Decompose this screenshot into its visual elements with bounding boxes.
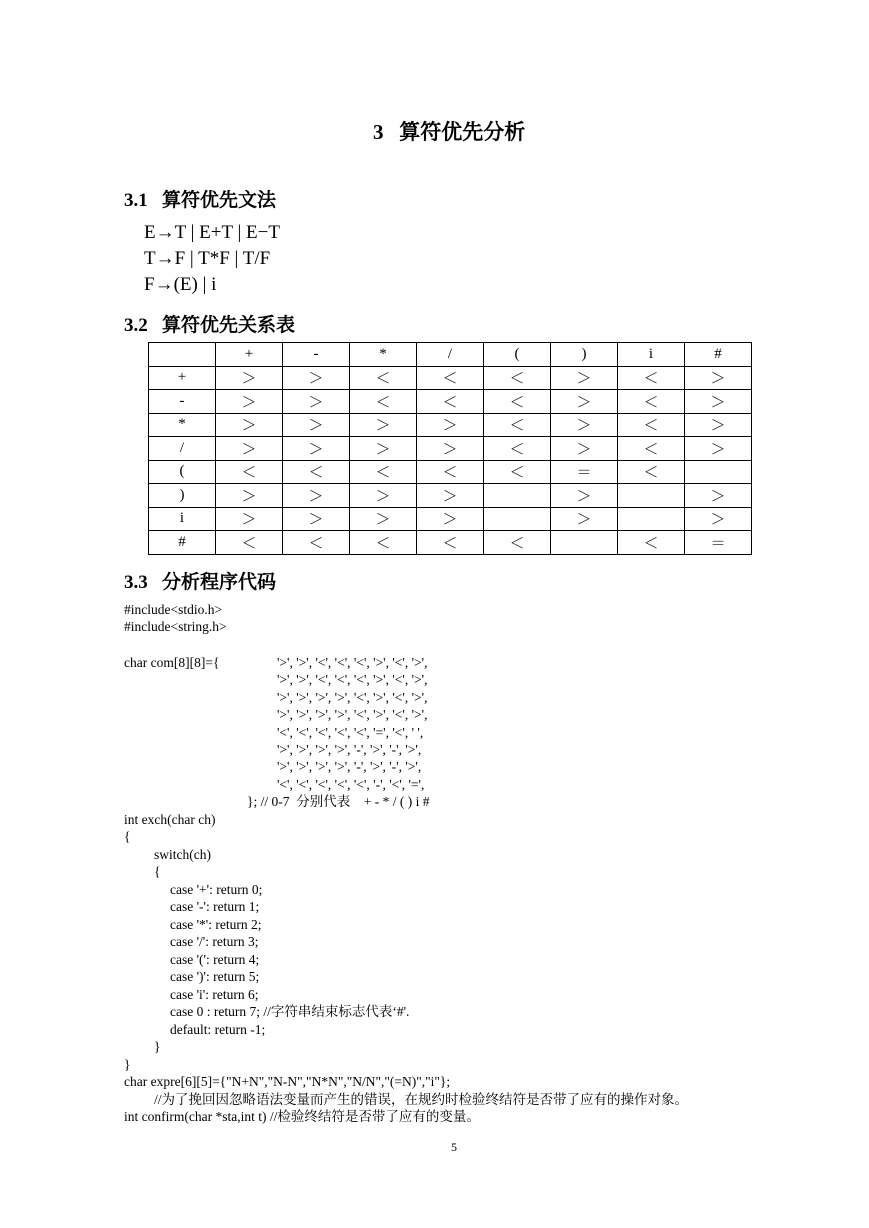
table-cell: ＜	[417, 531, 484, 555]
table-cell: ＞	[551, 437, 618, 461]
code-line: case 'i': return 6;	[170, 987, 259, 1002]
table-row	[149, 484, 752, 508]
code-line: case '(': return 4;	[170, 952, 260, 967]
table-cell: ＜	[283, 531, 350, 555]
row-header: /	[149, 437, 216, 461]
row-header: +	[149, 366, 216, 390]
code-line: int confirm(char *sta,int t) //检验终结符是否带了应有的变量。	[124, 1109, 480, 1124]
table-cell: ＜	[484, 366, 551, 390]
code-line: default: return -1;	[170, 1022, 266, 1037]
precedence-table	[148, 342, 752, 555]
table-row	[149, 413, 752, 437]
table-cell: ＜	[350, 390, 417, 414]
table-cell: ＜	[484, 390, 551, 414]
code-line: '>', '>', '>', '>', '<', '>', '<', '>',	[277, 690, 428, 705]
table-cell: ＞	[283, 413, 350, 437]
table-row	[149, 531, 752, 555]
column-header: *	[350, 343, 417, 367]
table-corner	[149, 343, 216, 367]
table-cell: ＞	[551, 484, 618, 508]
table-cell: ＞	[417, 507, 484, 531]
row-header: i	[149, 507, 216, 531]
table-cell	[618, 507, 685, 531]
table-cell: ＜	[618, 366, 685, 390]
page-title: 3 算符优先分析	[373, 120, 526, 144]
section-3-1-heading: 3.1 算符优先文法	[124, 190, 277, 211]
table-cell: ＞	[216, 437, 283, 461]
code-line: '>', '>', '<', '<', '<', '>', '<', '>',	[277, 672, 428, 687]
table-cell: ＞	[283, 437, 350, 461]
grammar-rule: T→F | T*F | T/F	[144, 248, 271, 269]
table-cell: ＞	[685, 413, 752, 437]
row-header: (	[149, 460, 216, 484]
code-line: char expre[6][5]={"N+N","N-N","N*N","N/N","(=N)","i"};	[124, 1074, 451, 1089]
table-cell: ＝	[551, 460, 618, 484]
code-line: {	[154, 864, 161, 879]
table-cell: ＞	[551, 507, 618, 531]
page-number: 5	[451, 1140, 457, 1154]
code-line: '>', '>', '<', '<', '<', '>', '<', '>',	[277, 655, 428, 670]
table-cell: ＜	[350, 531, 417, 555]
column-header: /	[417, 343, 484, 367]
table-cell: ＞	[216, 484, 283, 508]
code-line: '<', '<', '<', '<', '<', '-', '<', '=',	[277, 777, 425, 792]
code-line: {	[124, 829, 131, 844]
table-cell: ＞	[350, 413, 417, 437]
column-header: )	[551, 343, 618, 367]
table-cell: ＞	[551, 390, 618, 414]
table-cell: ＞	[417, 437, 484, 461]
code-line: case '/': return 3;	[170, 934, 259, 949]
column-header: -	[283, 343, 350, 367]
table-row	[149, 507, 752, 531]
table-row	[149, 390, 752, 414]
table-cell: ＝	[685, 531, 752, 555]
code-line: switch(ch)	[154, 847, 211, 862]
table-cell: ＜	[283, 460, 350, 484]
column-header: (	[484, 343, 551, 367]
row-header: -	[149, 390, 216, 414]
table-row	[149, 460, 752, 484]
table-cell: ＞	[283, 366, 350, 390]
table-cell: ＞	[685, 437, 752, 461]
grammar-rule: E→T | E+T | E−T	[144, 222, 280, 243]
table-cell	[484, 507, 551, 531]
code-line: #include<string.h>	[124, 619, 227, 634]
code-comment: //为了挽回因忽略语法变量而产生的错误，在规约时检验终结符是否带了应有的操作对象。	[154, 1092, 689, 1107]
table-cell: ＞	[216, 366, 283, 390]
code-line: }	[154, 1039, 161, 1054]
code-line: case ')': return 5;	[170, 969, 260, 984]
table-cell: ＜	[618, 390, 685, 414]
table-cell	[618, 484, 685, 508]
code-line: #include<stdio.h>	[124, 602, 223, 617]
table-cell: ＞	[685, 366, 752, 390]
table-cell: ＜	[417, 390, 484, 414]
row-header: *	[149, 413, 216, 437]
table-cell: ＜	[216, 460, 283, 484]
section-3-3-heading: 3.3 分析程序代码	[124, 572, 277, 593]
column-header: #	[685, 343, 752, 367]
table-cell: ＞	[685, 484, 752, 508]
table-cell: ＞	[685, 507, 752, 531]
code-line: '>', '>', '>', '>', '-', '>', '-', '>',	[277, 742, 422, 757]
table-cell: ＜	[417, 460, 484, 484]
table-cell: ＞	[417, 484, 484, 508]
row-header: #	[149, 531, 216, 555]
table-cell	[685, 460, 752, 484]
table-row	[149, 366, 752, 390]
table-cell: ＜	[484, 460, 551, 484]
table-cell: ＜	[484, 413, 551, 437]
code-line: case 0 : return 7; //字符串结束标志代表‘#'.	[170, 1004, 410, 1019]
table-cell: ＞	[283, 484, 350, 508]
table-cell: ＜	[350, 366, 417, 390]
table-cell: ＜	[484, 531, 551, 555]
table-cell: ＞	[551, 413, 618, 437]
code-line: int exch(char ch)	[124, 812, 216, 827]
table-cell: ＞	[417, 413, 484, 437]
table-cell: ＞	[216, 507, 283, 531]
table-cell: ＞	[350, 484, 417, 508]
table-cell: ＞	[350, 437, 417, 461]
table-cell: ＞	[685, 390, 752, 414]
column-header: i	[618, 343, 685, 367]
table-cell	[551, 531, 618, 555]
table-cell: ＜	[350, 460, 417, 484]
table-cell: ＞	[283, 390, 350, 414]
code-line: case '-': return 1;	[170, 899, 260, 914]
row-header: )	[149, 484, 216, 508]
table-cell: ＞	[551, 366, 618, 390]
table-cell: ＜	[484, 437, 551, 461]
table-cell: ＜	[618, 460, 685, 484]
table-cell: ＜	[216, 531, 283, 555]
table-cell: ＞	[216, 390, 283, 414]
code-line: char com[8][8]={	[124, 655, 220, 670]
table-cell: ＜	[618, 413, 685, 437]
grammar-rule: F→(E) | i	[144, 274, 217, 295]
code-line: '>', '>', '>', '>', '<', '>', '<', '>',	[277, 707, 428, 722]
table-cell: ＜	[618, 437, 685, 461]
table-cell: ＞	[216, 413, 283, 437]
code-line: case '+': return 0;	[170, 882, 263, 897]
code-line: '<', '<', '<', '<', '<', '=', '<', ' ',	[277, 725, 424, 740]
table-cell: ＞	[350, 507, 417, 531]
section-3-2-heading: 3.2 算符优先关系表	[124, 315, 296, 336]
table-row	[149, 437, 752, 461]
code-line: '>', '>', '>', '>', '-', '>', '-', '>',	[277, 759, 422, 774]
table-cell: ＞	[283, 507, 350, 531]
table-cell: ＜	[417, 366, 484, 390]
table-cell: ＜	[618, 531, 685, 555]
table-cell	[484, 484, 551, 508]
code-line: }	[124, 1057, 131, 1072]
table-header-row	[149, 343, 752, 367]
code-line: case '*': return 2;	[170, 917, 262, 932]
column-header: +	[216, 343, 283, 367]
code-line: }; // 0-7 分别代表 + - * / ( ) i #	[247, 794, 430, 809]
